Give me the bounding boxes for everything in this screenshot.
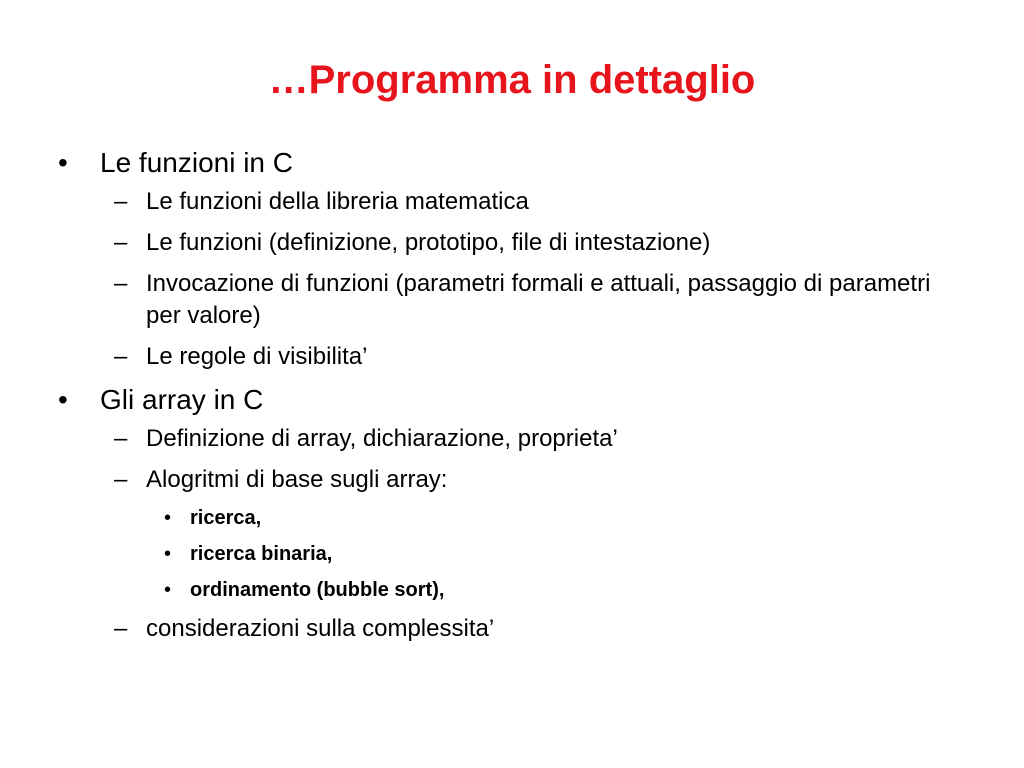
sub-item [0,613,1024,645]
dash-marker: – [114,466,128,493]
dash-marker: – [114,229,128,256]
sub-item [0,186,1024,218]
sub-sub-item [0,577,1024,603]
bullet-marker: • [58,384,68,415]
slide-body [0,146,1024,654]
sub-item-label: Invocazione di funzioni (parametri formali e attuali, passaggio di parametri per valore) [146,270,931,329]
bullet-marker: • [164,579,172,601]
dash-marker: – [114,188,128,215]
bullet-marker: • [164,507,172,529]
bullet-item-funzioni [0,146,1024,180]
bullet-item-array [0,383,1024,417]
sub-item-label: Le funzioni della libreria matematica [146,188,529,215]
sub-item [0,227,1024,259]
dash-marker: – [114,270,128,297]
sub-item [0,268,1024,332]
bullet-label: Le funzioni in C [100,147,294,178]
dash-marker: – [114,425,128,452]
sub-sub-item-label: ricerca binaria, [190,543,333,565]
slide-title: …Programma in dettaglio [268,58,756,102]
sub-item-label: Le funzioni (definizione, prototipo, file di intestazione) [146,229,711,256]
sub-item-label: Le regole di visibilita’ [146,343,368,370]
sub-sub-item [0,505,1024,531]
bullet-label: Gli array in C [100,384,264,415]
sub-sub-item-label: ordinamento (bubble sort), [190,579,445,601]
sub-item [0,423,1024,455]
bullet-marker: • [58,147,68,178]
bullet-marker: • [164,543,172,565]
sub-sub-item [0,541,1024,567]
sub-item [0,341,1024,373]
dash-marker: – [114,615,128,642]
sub-item-label: considerazioni sulla complessita’ [146,615,495,642]
sub-item [0,464,1024,496]
sub-item-label: Alogritmi di base sugli array: [146,466,448,493]
sub-item-label: Definizione di array, dichiarazione, proprieta’ [146,425,618,452]
dash-marker: – [114,343,128,370]
sub-sub-item-label: ricerca, [190,507,262,529]
